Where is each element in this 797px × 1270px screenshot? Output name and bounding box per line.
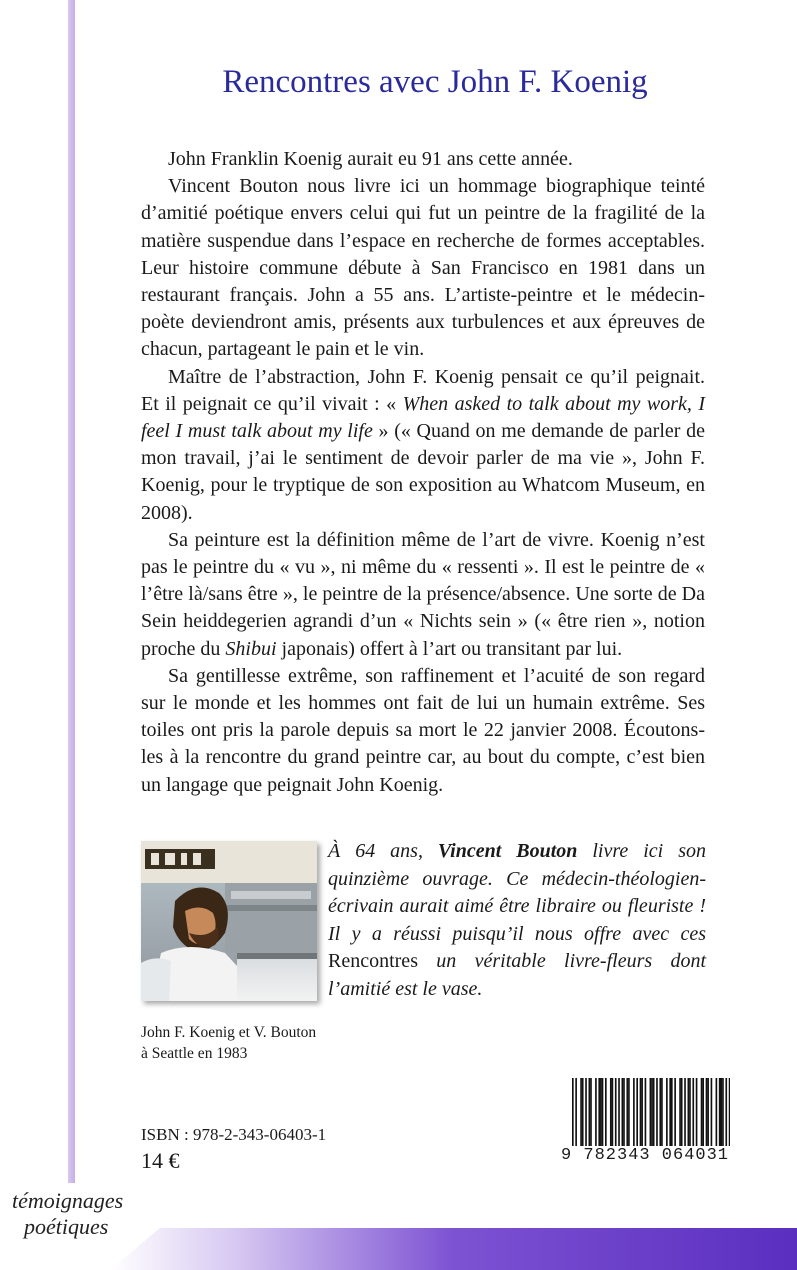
barcode-bar bbox=[671, 1078, 673, 1146]
book-name: Rencontres bbox=[328, 950, 418, 972]
barcode-bar bbox=[681, 1078, 683, 1146]
barcode-bar bbox=[725, 1078, 727, 1146]
barcode-bar bbox=[706, 1078, 708, 1146]
paragraph-3: Maître de l’abstraction, John F. Koenig pensait ce qu’il peignait. Et il peignait ce qu’il vivait : « When asked to talk about my work, I feel I must talk about my life » (« Quand on me demande de parler de mon travail, j’ai le sentiment de devoir parler de ma vie », John F. Koenig, pour le tryptique de son exposition au Whatcom Museum, en 2008). bbox=[141, 365, 705, 524]
barcode-bar bbox=[711, 1078, 713, 1146]
isbn: ISBN : 978-2-343-06403-1 bbox=[141, 1125, 327, 1144]
paragraph-4: Sa peinture est la définition même de l’art de vivre. Koenig n’est pas le peintre du « vu », ni même du « ressenti ». Il est le peintre de « l’être là/sans être », le peintre de la présence/absence. Une sorte de Da Sein heiddegerien agrandi d’un « Nichts sein » (« être rien », notion proche du Shibui japonais) offert à l’art ou transitant par lui. bbox=[141, 528, 705, 660]
barcode-bar bbox=[645, 1078, 647, 1146]
barcode-bar bbox=[688, 1078, 690, 1146]
author-name: Vincent Bouton bbox=[437, 840, 578, 862]
barcode-bar bbox=[585, 1078, 587, 1146]
back-cover-text bbox=[141, 146, 705, 799]
barcode-bar bbox=[702, 1078, 704, 1146]
barcode-bar bbox=[701, 1078, 703, 1146]
barcode-bar bbox=[674, 1078, 676, 1146]
barcode-bar bbox=[666, 1078, 668, 1146]
shibui-term: Shibui bbox=[225, 637, 277, 660]
photo-caption: John F. Koenig et V. Bouton à Seattle en 1983 bbox=[141, 1024, 317, 1062]
collection-name: témoignages poétiques bbox=[12, 1188, 124, 1239]
barcode-bar bbox=[623, 1078, 625, 1146]
barcode-bar bbox=[716, 1078, 718, 1146]
barcode-bar bbox=[610, 1078, 612, 1146]
barcode-bar bbox=[626, 1078, 628, 1146]
barcode-bar bbox=[707, 1078, 709, 1146]
barcode-bar bbox=[618, 1078, 620, 1146]
barcode-bar bbox=[590, 1078, 592, 1146]
barcode-bar bbox=[684, 1078, 686, 1146]
paragraph-1: John Franklin Koenig aurait eu 91 ans cette année. bbox=[168, 148, 573, 170]
barcode-bar bbox=[612, 1078, 614, 1146]
author-photo bbox=[141, 841, 317, 1001]
footer-band bbox=[0, 1228, 797, 1270]
barcode-bar bbox=[636, 1078, 638, 1146]
barcode-bar bbox=[600, 1078, 602, 1146]
book-title: Rencontres avec John F. Koenig bbox=[222, 64, 648, 100]
barcode-bar bbox=[669, 1078, 671, 1146]
barcode-bar bbox=[598, 1078, 600, 1146]
barcode-bar bbox=[689, 1078, 691, 1146]
barcode-bar bbox=[589, 1078, 591, 1146]
barcode-bar bbox=[640, 1078, 642, 1146]
barcode-bar bbox=[719, 1078, 721, 1146]
barcode-bar bbox=[659, 1078, 661, 1146]
barcode-bar bbox=[696, 1078, 698, 1146]
barcode-bar bbox=[721, 1078, 723, 1146]
barcode-bar bbox=[582, 1078, 584, 1146]
barcode-bar bbox=[628, 1078, 630, 1146]
author-bio: À 64 ans, Vincent Bouton livre ici son quinzième ouvrage. Ce médecin-théologien-écrivain aurait aimé être libraire ou fleuriste ! Il y a réussi puisqu’il nous offre avec ces Rencontres un véritable livre-fleurs dont l’amitié est le vase. bbox=[328, 840, 706, 1000]
barcode-bar bbox=[615, 1078, 617, 1146]
barcode-bar bbox=[722, 1078, 724, 1146]
barcode-bar bbox=[595, 1078, 597, 1146]
barcode-bar bbox=[661, 1078, 663, 1146]
paragraph-5: Sa gentillesse extrême, son raffinement et l’acuité de son regard sur le monde et les hommes ont fait de lui un humain extrême. Ses toiles ont pris la parole depuis sa mort le 22 janvier 2008. Écoutons-les à la rencontre du grand peintre car, au bout du compte, c’est bien un langage que peignait John Koenig. bbox=[141, 664, 705, 796]
barcode-bar bbox=[633, 1078, 635, 1146]
left-accent-rule bbox=[68, 0, 75, 1183]
price: 14 € bbox=[141, 1148, 180, 1173]
barcode-bar bbox=[580, 1078, 582, 1146]
english-quote: When asked to talk about my work, I feel I must talk about my life bbox=[141, 392, 705, 443]
paragraph-2: Vincent Bouton nous livre ici un hommage biographique teinté d’amitié poétique envers celui qui fut un peintre de la fragilité de la matière suspendue dans l’espace en recherche de formes acceptables. Leur histoire commune débute à San Francisco en 1981 dans un restaurant français. John a 55 ans. L’artiste-peintre et le médecin-poète deviendront amis, présents aux turbulences et aux épreuves de chacun, partageant le pain et le vin. bbox=[141, 175, 705, 361]
barcode-number: 9 782343 064031 bbox=[560, 1146, 730, 1165]
barcode-bar bbox=[692, 1078, 694, 1146]
barcode-bar bbox=[605, 1078, 607, 1146]
barcode-bar bbox=[679, 1078, 681, 1146]
barcode-bar bbox=[622, 1078, 624, 1146]
barcode-bar bbox=[602, 1078, 604, 1146]
barcode-bar bbox=[641, 1078, 643, 1146]
